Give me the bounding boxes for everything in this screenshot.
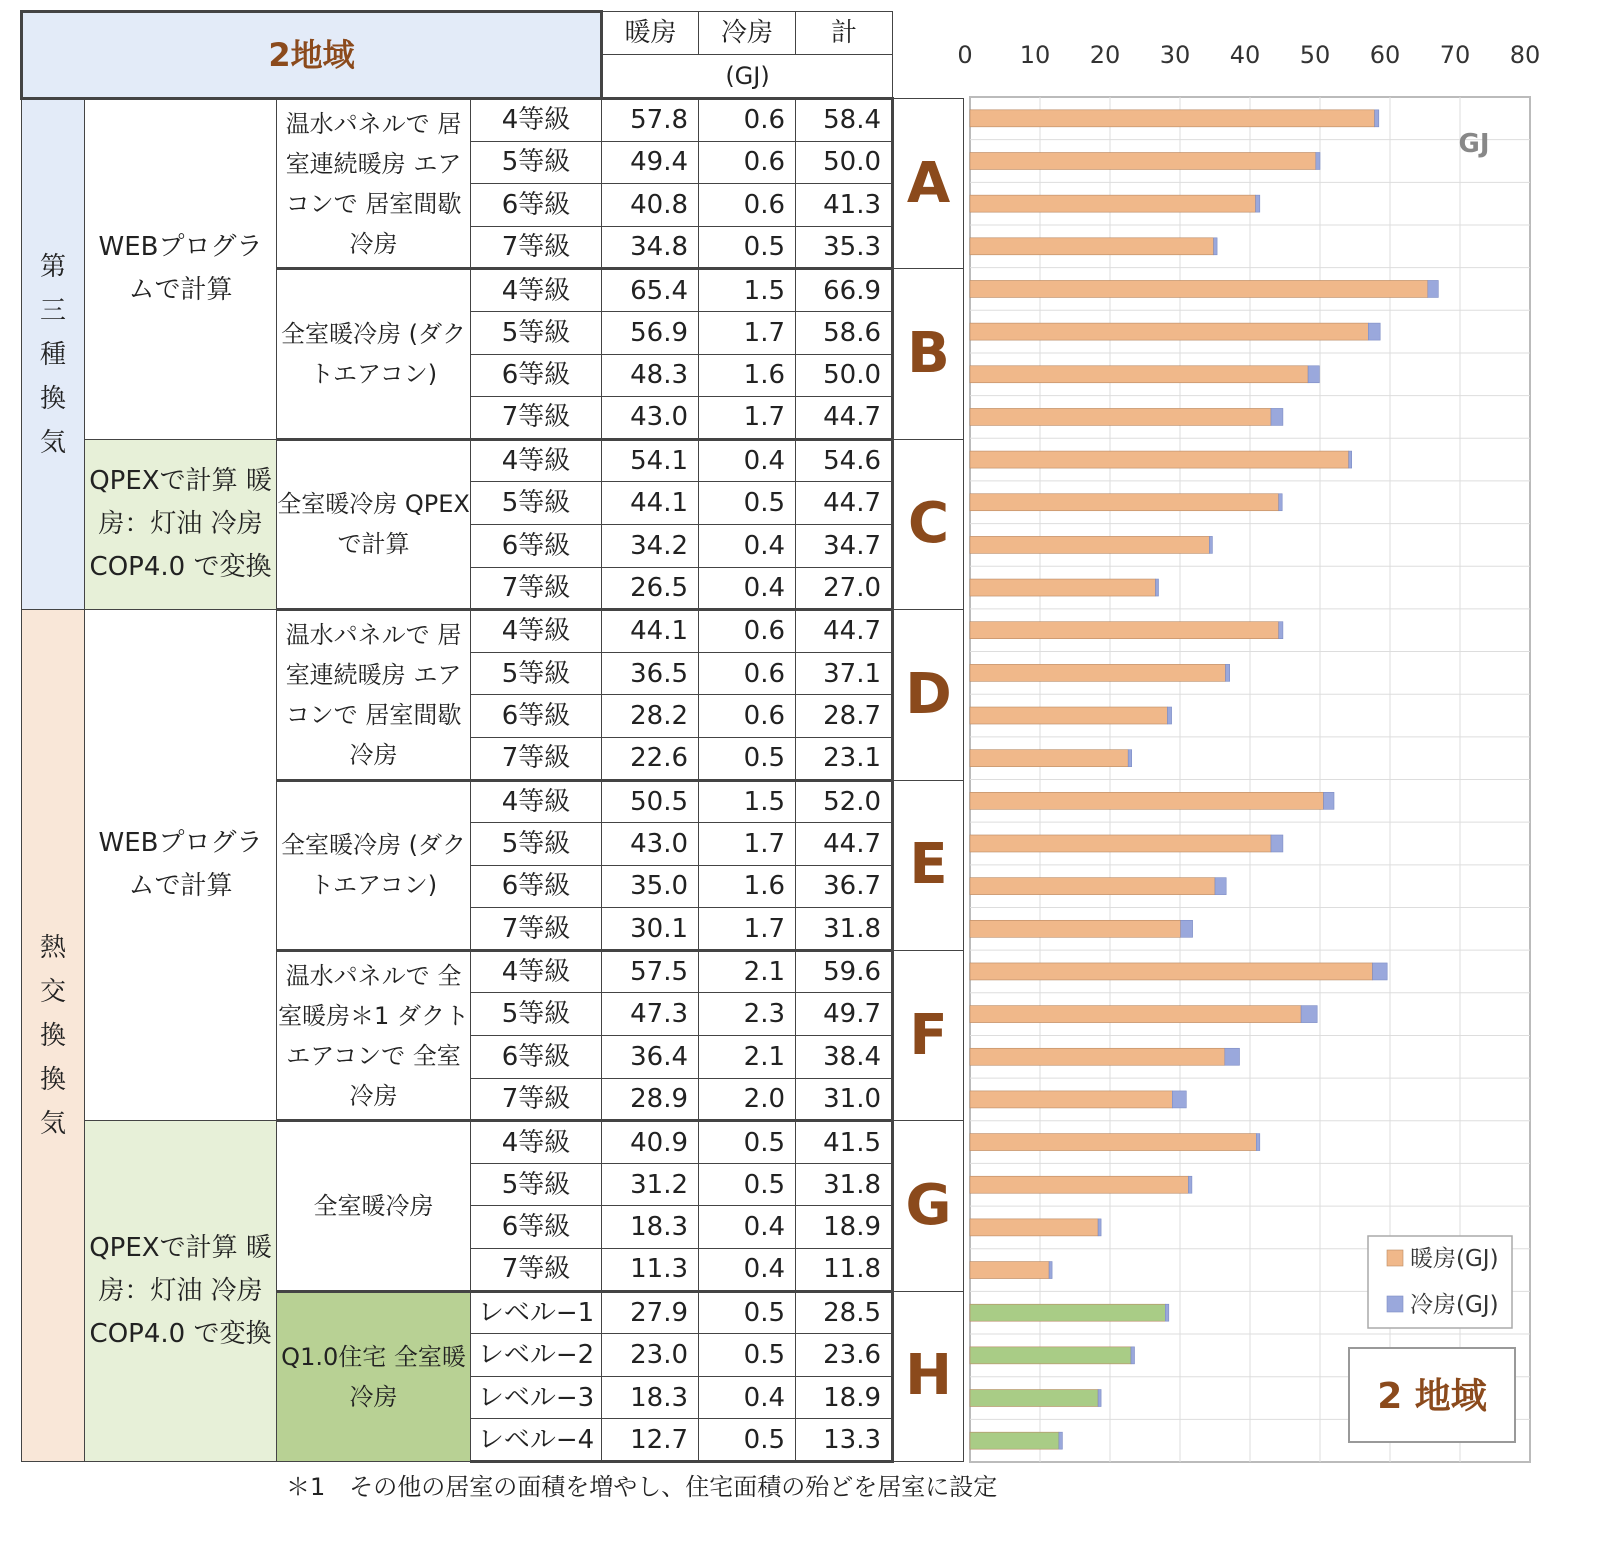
heating-bar — [970, 1048, 1225, 1065]
cooling-value: 2.1 — [699, 1036, 796, 1079]
heating-value: 48.3 — [602, 354, 699, 397]
total-value: 31.0 — [796, 1078, 893, 1121]
unit-label: GJ — [1458, 129, 1490, 159]
hvac-method-label: 温水パネルで 居室連続暖房 エアコンで 居室間歇冷房 — [277, 610, 471, 780]
cooling-value: 1.6 — [699, 354, 796, 397]
hvac-method-label: Q1.0住宅 全室暖冷房 — [277, 1291, 471, 1461]
grade-cell: 5等級 — [471, 652, 602, 695]
heating-value: 22.6 — [602, 737, 699, 780]
heating-bar — [970, 323, 1368, 340]
heating-bar — [970, 408, 1271, 425]
footnote: ＊1 その他の居室の面積を増やし、住宅面積の殆どを居室に設定 — [286, 1473, 998, 1501]
total-value: 44.7 — [796, 610, 893, 653]
cooling-bar — [1226, 664, 1230, 681]
cooling-value: 0.4 — [699, 567, 796, 610]
grade-cell: 4等級 — [471, 950, 602, 993]
total-value: 44.7 — [796, 397, 893, 440]
unit-header: (GJ) — [602, 55, 893, 99]
cooling-value: 0.5 — [699, 1121, 796, 1164]
grade-cell: 6等級 — [471, 354, 602, 397]
grade-cell: 7等級 — [471, 908, 602, 951]
x-tick-label: 80 — [1509, 41, 1541, 69]
cooling-value: 0.6 — [699, 652, 796, 695]
cooling-bar — [1279, 622, 1283, 639]
x-tick-label: 20 — [1089, 41, 1121, 69]
total-value: 28.5 — [796, 1291, 893, 1334]
heating-header: 暖房 — [602, 12, 699, 55]
cooling-bar — [1316, 152, 1320, 169]
cooling-bar — [1308, 366, 1319, 383]
total-value: 66.9 — [796, 269, 893, 312]
calc-method-label: QPEXで計算 暖房：灯油 冷房COP4.0 で変換 — [85, 1121, 277, 1462]
ventilation-type-label: 第三種換気 — [22, 99, 85, 610]
group-letter: F — [893, 950, 964, 1120]
total-value: 41.3 — [796, 184, 893, 227]
cooling-bar — [1181, 920, 1193, 937]
group-letter: D — [893, 610, 964, 780]
heating-value: 18.3 — [602, 1206, 699, 1249]
heating-bar — [970, 878, 1215, 895]
total-value: 13.3 — [796, 1419, 893, 1462]
total-value: 34.7 — [796, 524, 893, 567]
calc-method-label: WEBプログラムで計算 — [85, 99, 277, 440]
grade-cell: 4等級 — [471, 439, 602, 482]
cooling-bar — [1373, 963, 1388, 980]
cooling-value: 0.4 — [699, 1249, 796, 1292]
heating-bar — [970, 1304, 1165, 1321]
x-tick-label: 50 — [1299, 41, 1331, 69]
grade-cell: 6等級 — [471, 695, 602, 738]
cooling-bar — [1215, 878, 1226, 895]
cooling-bar — [1167, 707, 1171, 724]
grade-cell: 4等級 — [471, 99, 602, 142]
heating-bar — [970, 1347, 1131, 1364]
cooling-value: 0.5 — [699, 1334, 796, 1377]
grade-cell: 4等級 — [471, 780, 602, 823]
heating-bar — [970, 1176, 1188, 1193]
total-value: 23.1 — [796, 737, 893, 780]
total-value: 31.8 — [796, 908, 893, 951]
grade-cell: 7等級 — [471, 1078, 602, 1121]
total-value: 18.9 — [796, 1206, 893, 1249]
cooling-value: 0.4 — [699, 439, 796, 482]
cooling-value: 0.6 — [699, 141, 796, 184]
grade-cell: 6等級 — [471, 865, 602, 908]
heating-value: 47.3 — [602, 993, 699, 1036]
total-value: 54.6 — [796, 439, 893, 482]
heating-value: 43.0 — [602, 823, 699, 866]
heating-bar — [970, 536, 1209, 553]
heating-value: 36.5 — [602, 652, 699, 695]
cooling-value: 0.6 — [699, 99, 796, 142]
table-title: 2地域 — [22, 12, 602, 99]
hvac-method-label: 温水パネルで 全室暖房＊1 ダクトエアコンで 全室冷房 — [277, 950, 471, 1120]
cooling-bar — [1098, 1390, 1101, 1407]
total-value: 58.6 — [796, 311, 893, 354]
heating-value: 57.5 — [602, 950, 699, 993]
total-value: 58.4 — [796, 99, 893, 142]
cooling-value: 0.5 — [699, 1419, 796, 1462]
cooling-value: 2.1 — [699, 950, 796, 993]
cooling-bar — [1301, 1006, 1317, 1023]
x-tick-label: 70 — [1439, 41, 1471, 69]
hvac-method-label: 全室暖冷房 QPEXで計算 — [277, 439, 471, 609]
heating-bar — [970, 707, 1167, 724]
group-letter: B — [893, 269, 964, 439]
x-tick-label: 30 — [1159, 41, 1191, 69]
cooling-value: 0.6 — [699, 184, 796, 227]
heating-value: 26.5 — [602, 567, 699, 610]
heating-bar — [970, 110, 1375, 127]
total-value: 59.6 — [796, 950, 893, 993]
total-value: 38.4 — [796, 1036, 893, 1079]
legend-cooling-label: 冷房(GJ) — [1410, 1292, 1499, 1318]
total-header: 計 — [796, 12, 893, 55]
grade-cell: 7等級 — [471, 1249, 602, 1292]
grade-cell: 7等級 — [471, 226, 602, 269]
grade-cell: 5等級 — [471, 311, 602, 354]
cooling-bar — [1128, 750, 1132, 767]
cooling-bar — [1324, 792, 1335, 809]
heating-value: 56.9 — [602, 311, 699, 354]
grade-cell: 5等級 — [471, 993, 602, 1036]
legend-heating-swatch — [1387, 1250, 1403, 1266]
x-tick-label: 10 — [1019, 41, 1051, 69]
total-value: 37.1 — [796, 652, 893, 695]
grade-cell: レベル−2 — [471, 1334, 602, 1377]
grade-cell: レベル−1 — [471, 1291, 602, 1334]
total-value: 49.7 — [796, 993, 893, 1036]
heating-value: 23.0 — [602, 1334, 699, 1377]
grade-cell: 6等級 — [471, 184, 602, 227]
cooling-value: 1.7 — [699, 908, 796, 951]
chart-title: 2 地域 — [1377, 1376, 1487, 1417]
heating-value: 54.1 — [602, 439, 699, 482]
grade-cell: 5等級 — [471, 141, 602, 184]
heating-bar — [970, 451, 1349, 468]
group-letter: H — [893, 1291, 964, 1461]
hvac-method-label: 全室暖冷房 (ダクトエアコン) — [277, 269, 471, 439]
heating-bar — [970, 750, 1128, 767]
cooling-bar — [1368, 323, 1380, 340]
total-value: 31.8 — [796, 1163, 893, 1206]
cooling-bar — [1209, 536, 1212, 553]
cooling-bar — [1279, 494, 1283, 511]
heating-bar — [970, 366, 1308, 383]
heating-bar — [970, 152, 1316, 169]
cooling-bar — [1225, 1048, 1240, 1065]
grade-cell: 6等級 — [471, 1206, 602, 1249]
grade-cell: 7等級 — [471, 737, 602, 780]
cooling-value: 0.5 — [699, 226, 796, 269]
cooling-value: 2.0 — [699, 1078, 796, 1121]
heating-value: 34.2 — [602, 524, 699, 567]
grade-cell: 4等級 — [471, 269, 602, 312]
heating-value: 43.0 — [602, 397, 699, 440]
cooling-bar — [1256, 195, 1260, 212]
cooling-value: 0.4 — [699, 524, 796, 567]
group-letter: A — [893, 99, 964, 269]
calc-method-label: QPEXで計算 暖房：灯油 冷房COP4.0 で変換 — [85, 439, 277, 609]
heating-bar — [970, 1219, 1098, 1236]
heating-value: 28.2 — [602, 695, 699, 738]
cooling-bar — [1349, 451, 1352, 468]
heating-value: 34.8 — [602, 226, 699, 269]
grade-cell: 4等級 — [471, 1121, 602, 1164]
cooling-bar — [1059, 1432, 1063, 1449]
group-letter: C — [893, 439, 964, 609]
total-value: 41.5 — [796, 1121, 893, 1164]
cooling-value: 1.7 — [699, 397, 796, 440]
group-letter: E — [893, 780, 964, 950]
heating-value: 31.2 — [602, 1163, 699, 1206]
cooling-value: 1.5 — [699, 269, 796, 312]
cooling-bar — [1188, 1176, 1192, 1193]
heating-bar — [970, 1390, 1098, 1407]
cooling-bar — [1428, 280, 1439, 297]
total-value: 27.0 — [796, 567, 893, 610]
cooling-value: 0.5 — [699, 1291, 796, 1334]
heating-value: 65.4 — [602, 269, 699, 312]
heating-bar — [970, 1006, 1301, 1023]
cooling-bar — [1256, 1134, 1260, 1151]
heating-value: 11.3 — [602, 1249, 699, 1292]
heating-bar — [970, 1091, 1172, 1108]
heating-bar — [970, 664, 1226, 681]
cooling-value: 0.5 — [699, 1163, 796, 1206]
heating-value: 30.1 — [602, 908, 699, 951]
heating-value: 49.4 — [602, 141, 699, 184]
grade-cell: 6等級 — [471, 524, 602, 567]
cooling-bar — [1165, 1304, 1169, 1321]
cooling-value: 1.7 — [699, 311, 796, 354]
grade-cell: 5等級 — [471, 823, 602, 866]
cooling-bar — [1131, 1347, 1135, 1364]
heating-value: 40.8 — [602, 184, 699, 227]
heating-value: 44.1 — [602, 610, 699, 653]
cooling-value: 0.4 — [699, 1376, 796, 1419]
heating-value: 40.9 — [602, 1121, 699, 1164]
heating-value: 28.9 — [602, 1078, 699, 1121]
heating-bar — [970, 920, 1181, 937]
total-value: 23.6 — [796, 1334, 893, 1377]
cooling-bar — [1049, 1262, 1052, 1279]
total-value: 18.9 — [796, 1376, 893, 1419]
total-value: 36.7 — [796, 865, 893, 908]
grade-cell: 4等級 — [471, 610, 602, 653]
heating-bar — [970, 835, 1271, 852]
cooling-value: 1.7 — [699, 823, 796, 866]
heating-bar — [970, 238, 1214, 255]
total-value: 52.0 — [796, 780, 893, 823]
heating-value: 44.1 — [602, 482, 699, 525]
hvac-method-label: 全室暖冷房 (ダクトエアコン) — [277, 780, 471, 950]
heating-value: 50.5 — [602, 780, 699, 823]
group-letter: G — [893, 1121, 964, 1291]
heating-bar — [970, 494, 1279, 511]
grade-cell: 7等級 — [471, 397, 602, 440]
heating-value: 18.3 — [602, 1376, 699, 1419]
grade-cell: レベル−4 — [471, 1419, 602, 1462]
heating-value: 35.0 — [602, 865, 699, 908]
heating-value: 57.8 — [602, 99, 699, 142]
total-value: 50.0 — [796, 141, 893, 184]
heating-bar — [970, 963, 1373, 980]
grade-cell: 5等級 — [471, 1163, 602, 1206]
cooling-value: 0.6 — [699, 610, 796, 653]
heating-bar — [970, 1432, 1059, 1449]
total-value: 44.7 — [796, 482, 893, 525]
total-value: 28.7 — [796, 695, 893, 738]
cooling-value: 0.5 — [699, 737, 796, 780]
heating-bar — [970, 579, 1156, 596]
ventilation-type-label: 熱交換換気 — [22, 610, 85, 1462]
x-tick-label: 40 — [1229, 41, 1261, 69]
heating-bar — [970, 1262, 1049, 1279]
heating-bar — [970, 622, 1279, 639]
cooling-bar — [1271, 835, 1283, 852]
grade-cell: 5等級 — [471, 482, 602, 525]
grade-cell: 7等級 — [471, 567, 602, 610]
cooling-value: 1.5 — [699, 780, 796, 823]
x-tick-label: 0 — [957, 41, 973, 69]
heating-bar — [970, 195, 1256, 212]
grade-cell: レベル−3 — [471, 1376, 602, 1419]
heating-value: 12.7 — [602, 1419, 699, 1462]
heating-bar — [970, 1134, 1256, 1151]
legend-cooling-swatch — [1387, 1296, 1403, 1312]
cooling-value: 2.3 — [699, 993, 796, 1036]
total-value: 50.0 — [796, 354, 893, 397]
heating-bar — [970, 792, 1324, 809]
total-value: 44.7 — [796, 823, 893, 866]
cooling-value: 0.4 — [699, 1206, 796, 1249]
cooling-header: 冷房 — [699, 12, 796, 55]
cooling-bar — [1172, 1091, 1186, 1108]
cooling-bar — [1375, 110, 1379, 127]
total-value: 35.3 — [796, 226, 893, 269]
heating-value: 27.9 — [602, 1291, 699, 1334]
cooling-bar — [1271, 408, 1283, 425]
hvac-method-label: 温水パネルで 居室連続暖房 エアコンで 居室間歇冷房 — [277, 99, 471, 269]
heating-bar — [970, 280, 1428, 297]
legend-heating-label: 暖房(GJ) — [1410, 1246, 1499, 1272]
grade-cell: 6等級 — [471, 1036, 602, 1079]
cooling-bar — [1098, 1219, 1101, 1236]
x-tick-label: 60 — [1369, 41, 1401, 69]
cooling-value: 0.5 — [699, 482, 796, 525]
total-value: 11.8 — [796, 1249, 893, 1292]
cooling-value: 1.6 — [699, 865, 796, 908]
cooling-bar — [1214, 238, 1218, 255]
heating-value: 36.4 — [602, 1036, 699, 1079]
calc-method-label: WEBプログラムで計算 — [85, 610, 277, 1121]
hvac-method-label: 全室暖冷房 — [277, 1121, 471, 1291]
cooling-value: 0.6 — [699, 695, 796, 738]
cooling-bar — [1156, 579, 1159, 596]
